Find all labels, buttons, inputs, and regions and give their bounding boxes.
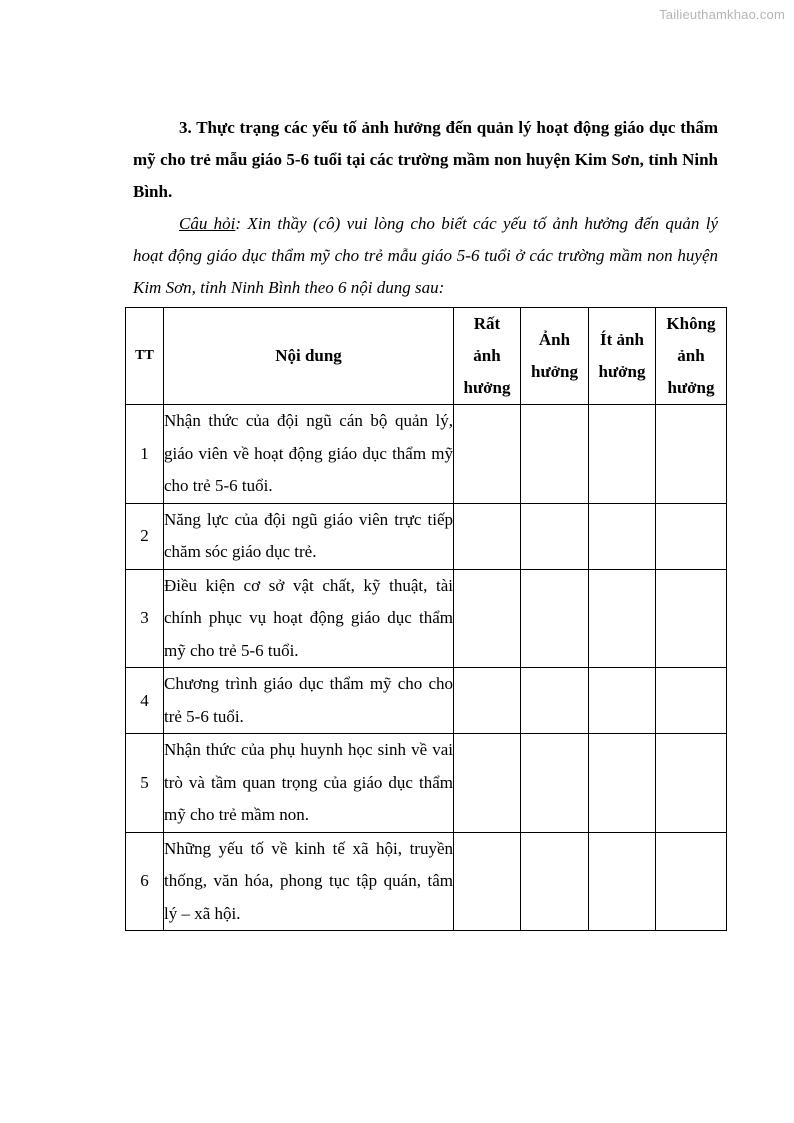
rating-cell-none[interactable] bbox=[656, 832, 727, 931]
row-number: 2 bbox=[126, 503, 164, 569]
row-number: 6 bbox=[126, 832, 164, 931]
table-row bbox=[126, 503, 727, 569]
header-no-affect bbox=[656, 308, 727, 405]
rating-cell-little[interactable] bbox=[589, 832, 656, 931]
table-row bbox=[126, 832, 727, 931]
table-row bbox=[126, 668, 727, 734]
rating-cell-little[interactable] bbox=[589, 503, 656, 569]
header-line: Rất bbox=[473, 314, 501, 333]
header-very-affect bbox=[454, 308, 521, 405]
rating-cell-very[interactable] bbox=[454, 503, 521, 569]
row-number: 4 bbox=[126, 668, 164, 734]
header-line: ảnh bbox=[473, 346, 501, 365]
watermark: Tailieuthamkhao.com bbox=[659, 7, 785, 22]
rating-cell-affect[interactable] bbox=[521, 405, 589, 504]
rating-cell-affect[interactable] bbox=[521, 503, 589, 569]
header-content: Nội dung bbox=[164, 308, 454, 405]
header-affect bbox=[521, 308, 589, 405]
header-line: ảnh bbox=[677, 346, 705, 365]
header-tt: TT bbox=[126, 308, 164, 405]
header-line: hưởng bbox=[463, 378, 511, 397]
section-heading: 3. Thực trạng các yếu tố ảnh hưởng đến quản lý hoạt động giáo dục thẩm mỹ cho trẻ mẫu giáo 5-6 tuổi tại các trường mầm non huyện Kim Sơn, tỉnh Ninh Bình. bbox=[133, 118, 718, 201]
rating-cell-none[interactable] bbox=[656, 405, 727, 504]
header-little-affect bbox=[589, 308, 656, 405]
rating-cell-very[interactable] bbox=[454, 668, 521, 734]
row-content: Những yếu tố về kinh tế xã hội, truyền thống, văn hóa, phong tục tập quán, tâm lý – xã hội. bbox=[164, 832, 454, 931]
header-line: hưởng bbox=[667, 378, 715, 397]
header-line: hưởng bbox=[598, 362, 646, 381]
row-content: Chương trình giáo dục thẩm mỹ cho cho trẻ 5-6 tuổi. bbox=[164, 668, 454, 734]
rating-cell-none[interactable] bbox=[656, 668, 727, 734]
header-line: Không bbox=[666, 314, 716, 333]
rating-cell-little[interactable] bbox=[589, 668, 656, 734]
rating-cell-none[interactable] bbox=[656, 503, 727, 569]
row-content: Nhận thức của đội ngũ cán bộ quản lý, giáo viên về hoạt động giáo dục thẩm mỹ cho trẻ 5-6 tuổi. bbox=[164, 405, 454, 504]
survey-table bbox=[125, 307, 727, 931]
rating-cell-very[interactable] bbox=[454, 832, 521, 931]
table-row bbox=[126, 569, 727, 668]
rating-cell-affect[interactable] bbox=[521, 668, 589, 734]
rating-cell-little[interactable] bbox=[589, 569, 656, 668]
question-label: Câu hỏi bbox=[179, 214, 236, 233]
header-line: Ít ảnh bbox=[600, 330, 644, 349]
header-line: hưởng bbox=[530, 362, 579, 381]
rating-cell-affect[interactable] bbox=[521, 569, 589, 668]
rating-cell-little[interactable] bbox=[589, 405, 656, 504]
rating-cell-affect[interactable] bbox=[521, 832, 589, 931]
row-number: 3 bbox=[126, 569, 164, 668]
rating-cell-very[interactable] bbox=[454, 405, 521, 504]
rating-cell-little[interactable] bbox=[589, 734, 656, 833]
row-number: 5 bbox=[126, 734, 164, 833]
rating-cell-very[interactable] bbox=[454, 734, 521, 833]
rating-cell-none[interactable] bbox=[656, 734, 727, 833]
rating-cell-very[interactable] bbox=[454, 569, 521, 668]
question-paragraph bbox=[133, 208, 718, 304]
document-body bbox=[133, 112, 718, 304]
table-row bbox=[126, 734, 727, 833]
question-text: : Xin thầy (cô) vui lòng cho biết các yếu tố ảnh hưởng đến quản lý hoạt động giáo dục thẩm mỹ cho trẻ mẫu giáo 5-6 tuổi ở các trường mầm non huyện Kim Sơn, tỉnh Ninh Bình theo 6 nội dung sau: bbox=[133, 214, 719, 297]
header-line: Ảnh bbox=[538, 330, 571, 349]
row-content: Năng lực của đội ngũ giáo viên trực tiếp chăm sóc giáo dục trẻ. bbox=[164, 503, 454, 569]
table-row bbox=[126, 405, 727, 504]
row-content: Điều kiện cơ sở vật chất, kỹ thuật, tài chính phục vụ hoạt động giáo dục thẩm mỹ cho trẻ 5-6 tuổi. bbox=[164, 569, 454, 668]
row-content: Nhận thức của phụ huynh học sinh về vai trò và tầm quan trọng của giáo dục thẩm mỹ cho trẻ mầm non. bbox=[164, 734, 454, 833]
row-number: 1 bbox=[126, 405, 164, 504]
rating-cell-none[interactable] bbox=[656, 569, 727, 668]
table-header-row bbox=[126, 308, 727, 405]
rating-cell-affect[interactable] bbox=[521, 734, 589, 833]
